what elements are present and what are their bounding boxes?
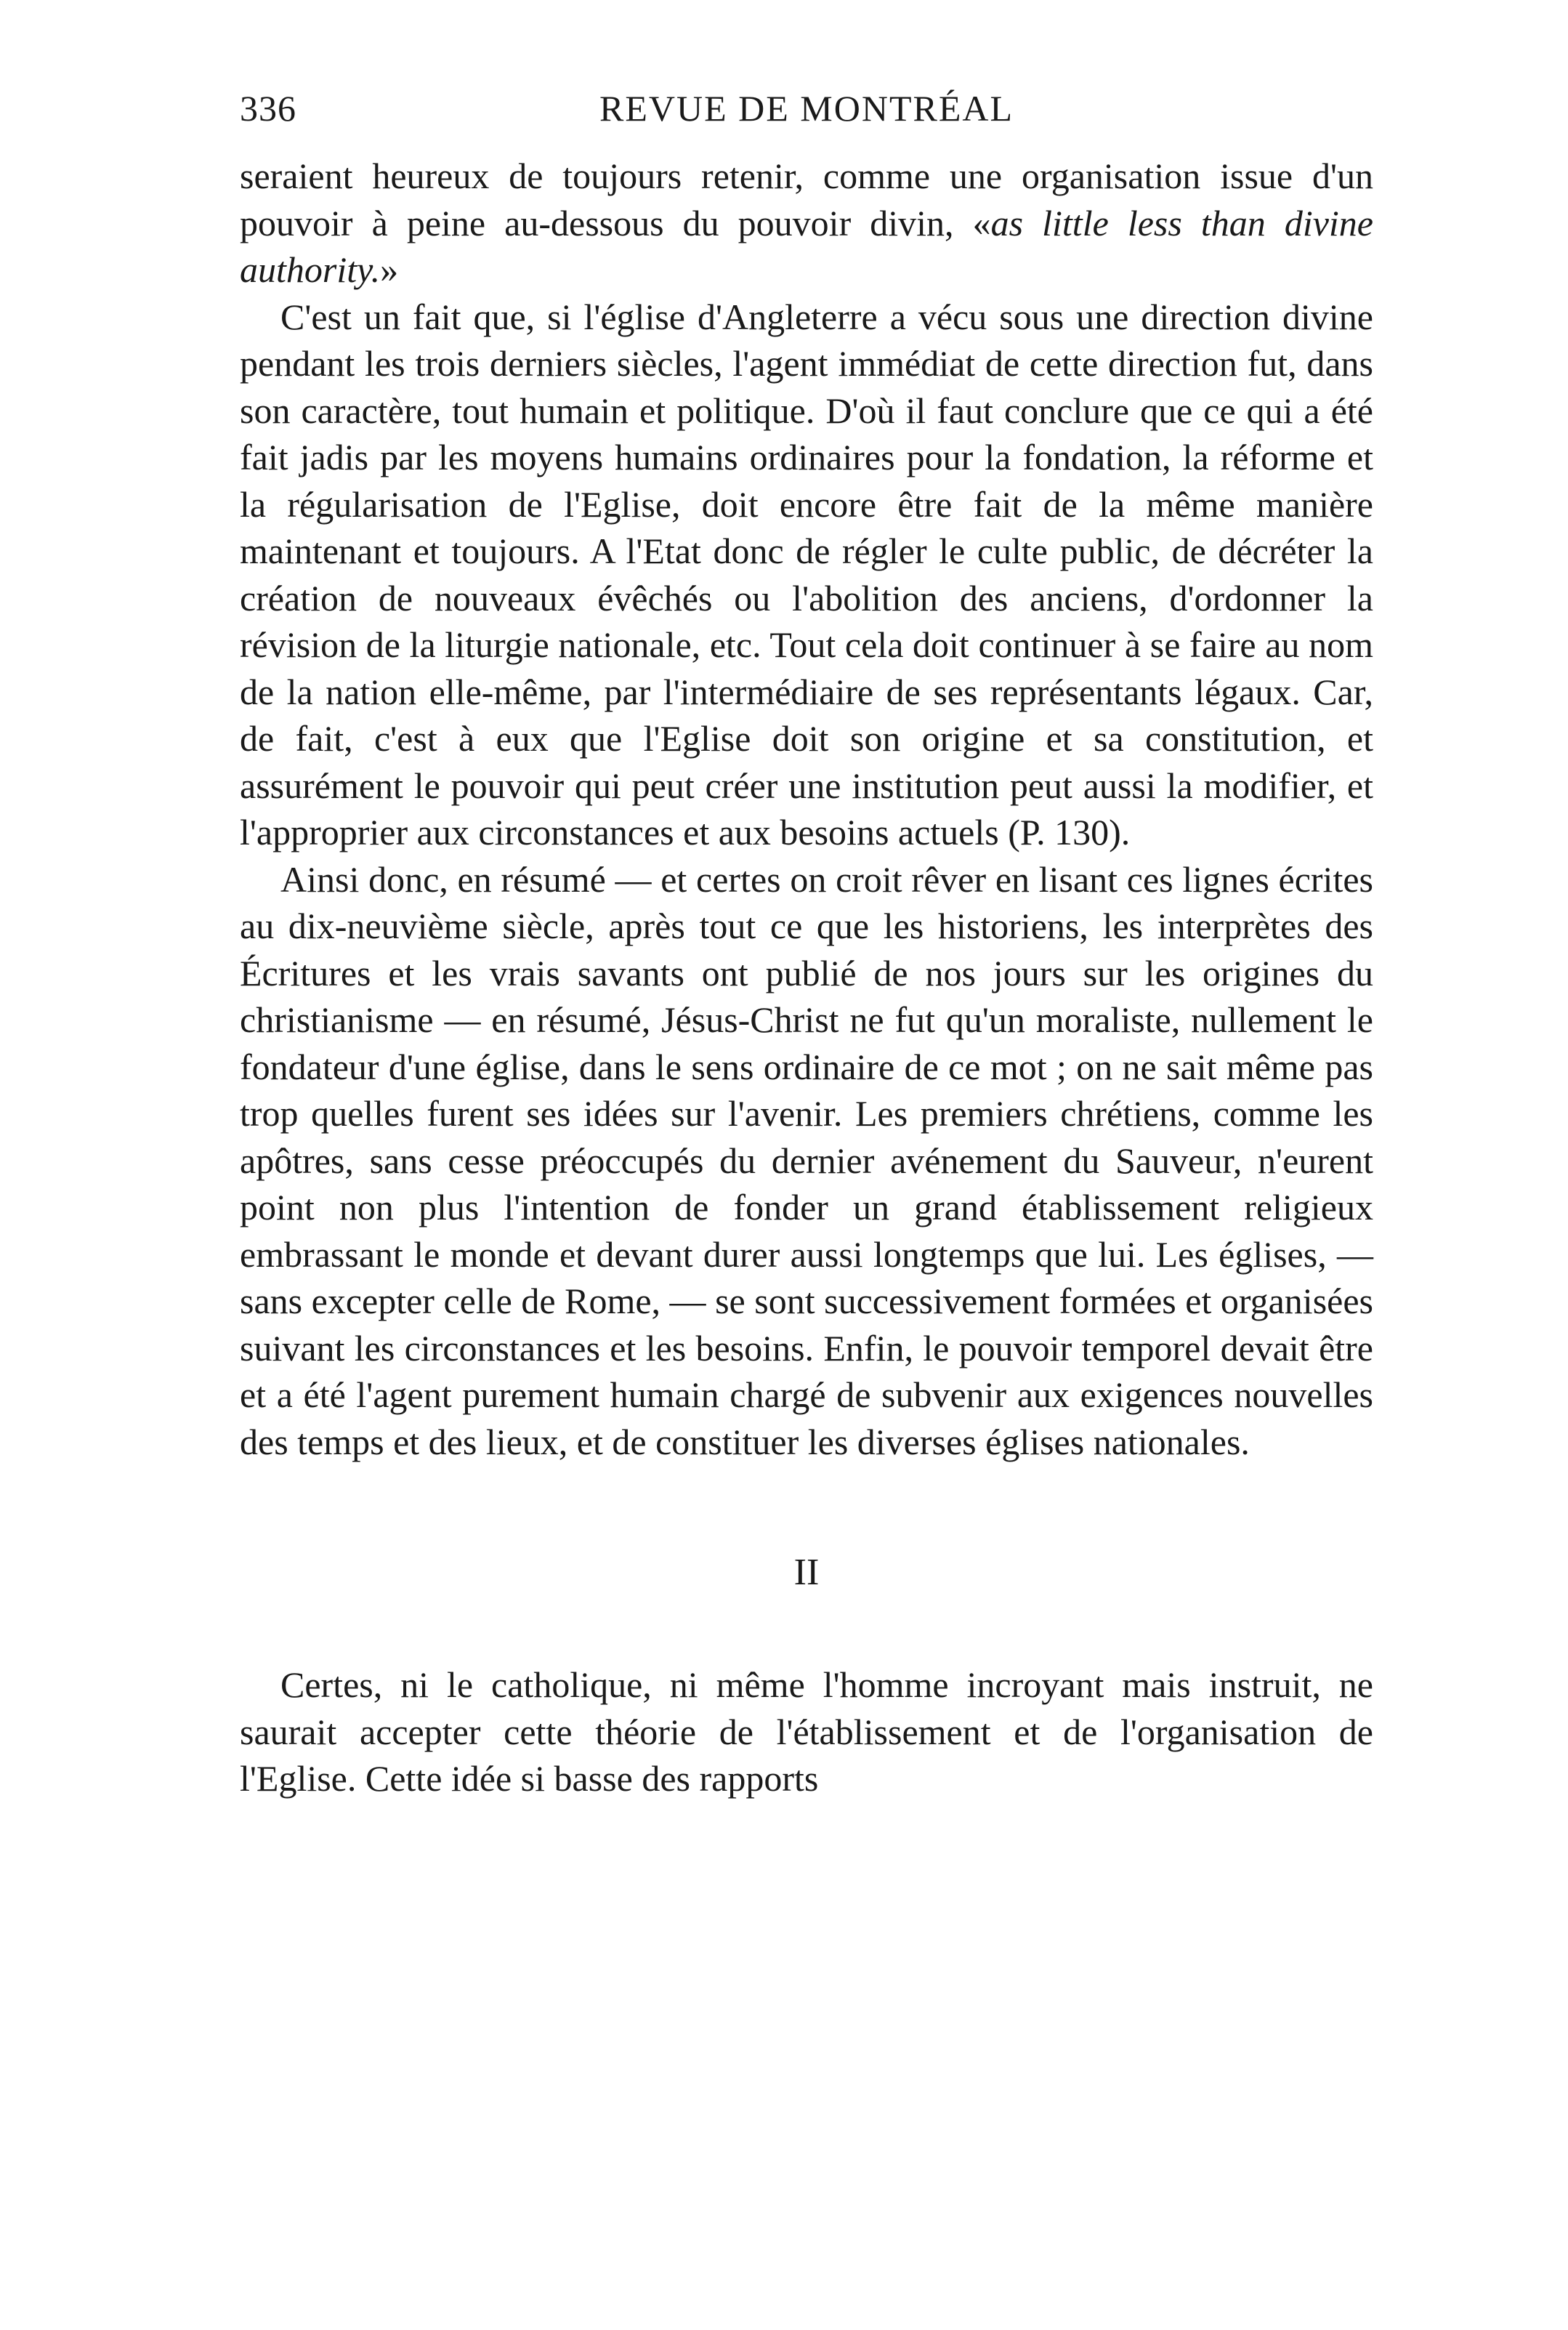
closing-guillemet: » [380,249,399,290]
running-title: REVUE DE MONTRÉAL [599,88,1014,129]
section-first-paragraph: Certes, ni le catholique, ni même l'homme incroyant mais instruit, ne saurait accepter cette théorie de l'établissement et de l'organisation de l'Eglise. Cette idée si basse des rapports [240,1664,1373,1799]
italic-quote: as little less than divine authority. [240,202,1374,290]
section-heading: II [793,1552,820,1593]
document-page [240,87,1373,1802]
paragraph-continuation [240,153,1373,294]
page-header [240,87,1373,145]
paragraph-summary: Ainsi donc, en résumé — et certes on croit rêver en lisant ces lignes écrites au dix-neuvième siècle, après tout ce que les historiens, les interprètes des Écritures et les vrais savants ont publié de nos jours sur les origines du christianisme — en résumé, Jésus-Christ ne fut qu'un moraliste, nullement le fondateur d'une église, dans le sens ordinaire de ce mot ; on ne sait même pas trop quelles furent ses idées sur l'avenir. Les premiers chrétiens, comme les apôtres, sans cesse préoccupés du dernier avénement du Sauveur, n'eurent point non plus l'intention de fonder un grand établissement religieux embrassant le monde et devant durer aussi longtemps que lui. Les églises, — sans excepter celle de Rome, — se sont successivement formées et organisées suivant les circonstances et les besoins. Enfin, le pouvoir temporel devait être et a été l'agent purement humain chargé de subvenir aux exigences nouvelles des temps et des lieux, et de constituer les diverses églises nationales. [240,858,1373,1462]
paragraph-church-of-england: C'est un fait que, si l'église d'Angleterre a vécu sous une direction divine pendant les trois derniers siècles, l'agent immédiat de cette direction fut, dans son caractère, tout humain et politique. D'où il faut conclure que ce qui a été fait jadis par les moyens humains ordinaires pour la fondation, la réforme et la régularisation de l'Eglise, doit encore être fait de la même manière maintenant et toujours. A l'Etat donc de régler le culte public, de décréter la création de nouveaux évêchés ou l'abolition des anciens, d'ordonner la révision de la liturgie nationale, etc. Tout cela doit continuer à se faire au nom de la nation elle-même, par l'intermédiaire de ses représentants légaux. Car, de fait, c'est à eux que l'Eglise doit son origine et sa constitution, et assurément le pouvoir qui peut créer une institution peut aussi la modifier, et l'approprier aux circonstances et aux besoins actuels (P. 130). [240,296,1373,852]
paragraph-text: seraient heureux de toujours retenir, comme une organisation issue d'un pouvoir à peine au-dessous du pouvoir divin, « [240,156,1373,243]
page-number: 336 [240,88,296,129]
